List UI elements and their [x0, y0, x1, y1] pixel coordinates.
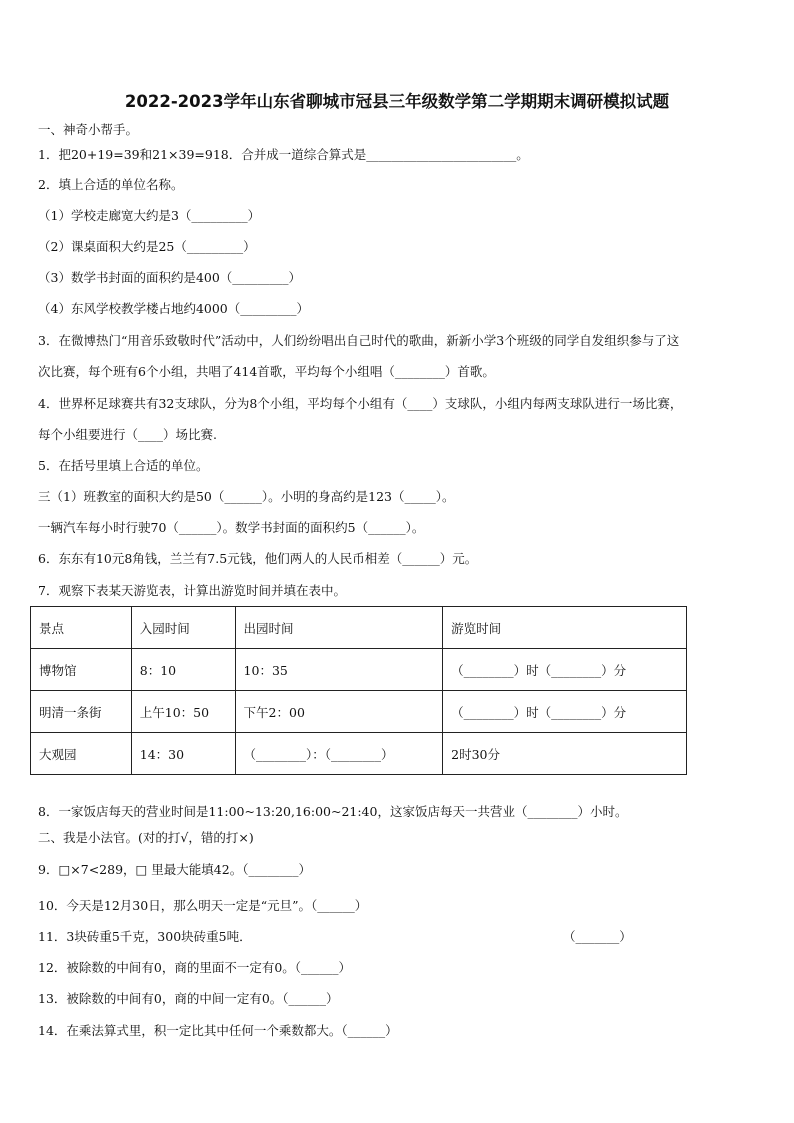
table-header-row [31, 607, 687, 649]
question-4-line-1: 4．世界杯足球赛共有32支球队，分为8个小组，平均每个小组有（____）支球队，小组内每两支球队进行一场比赛， [38, 396, 683, 411]
table-cell: 下午2：00 [235, 691, 443, 733]
table-header-cell: 游览时间 [443, 607, 687, 649]
table-row [31, 733, 687, 775]
question-11: 11．3块砖重5千克，300块砖重5吨． [38, 929, 252, 944]
table-header-cell: 出园时间 [235, 607, 443, 649]
question-5-line-1: 三（1）班教室的面积大约是50（______）。小明的身高约是123（_____）。 [38, 489, 455, 504]
question-6: 6．东东有10元8角钱，兰兰有7.5元钱，他们两人的人民币相差（______）元。 [38, 551, 478, 566]
visit-table [30, 606, 687, 775]
question-1: 1．把20+19=39和21×39=918．合并成一道综合算式是________________________。 [38, 147, 529, 162]
table-cell: 14：30 [131, 733, 235, 775]
question-3-line-1: 3．在微博热门“用音乐致敬时代”活动中，人们纷纷唱出自己时代的歌曲，新新小学3个班级的同学自发组织参与了这 [38, 333, 680, 348]
question-4-line-2: 每个小组要进行（____）场比赛. [38, 427, 217, 442]
section-2-heading: 二、我是小法官。(对的打√，错的打×) [38, 830, 254, 845]
table-header-cell: 景点 [31, 607, 132, 649]
section-1-heading: 一、神奇小帮手。 [38, 122, 139, 137]
table-cell: 上午10：50 [131, 691, 235, 733]
table-header-cell: 入园时间 [131, 607, 235, 649]
table-cell: （________）时（________）分 [443, 691, 687, 733]
table-cell: 明清一条街 [31, 691, 132, 733]
question-12: 12．被除数的中间有0，商的里面不一定有0。（______） [38, 960, 352, 975]
question-2-1: （1）学校走廊宽大约是3（_________） [38, 208, 261, 223]
question-2-3: （3）数学书封面的面积约是400（_________） [38, 270, 302, 285]
table-cell: 博物馆 [31, 649, 132, 691]
question-7: 7．观察下表某天游览表，计算出游览时间并填在表中。 [38, 583, 346, 598]
question-5-line-2: 一辆汽车每小时行驶70（______）。数学书封面的面积约5（______）。 [38, 520, 425, 535]
table-cell: 10：35 [235, 649, 443, 691]
table-row [31, 649, 687, 691]
table-cell: （________）时（________）分 [443, 649, 687, 691]
table-cell: （________）：（________） [235, 733, 443, 775]
table-cell: 大观园 [31, 733, 132, 775]
page-title: 2022-2023学年山东省聊城市冠县三年级数学第二学期期末调研模拟试题 [124, 92, 670, 111]
question-11-answer: （_______） [563, 929, 632, 944]
question-5: 5．在括号里填上合适的单位。 [38, 458, 209, 473]
question-8: 8．一家饭店每天的营业时间是11:00~13:20,16:00~21:40，这家饭店每天一共营业（________）小时。 [38, 804, 628, 819]
table-row [31, 691, 687, 733]
table-cell: 8：10 [131, 649, 235, 691]
table-cell: 2时30分 [443, 733, 687, 775]
question-2-4: （4）东风学校教学楼占地约4000（_________） [38, 301, 310, 316]
question-10: 10．今天是12月30日，那么明天一定是“元旦”。（______） [38, 898, 368, 913]
question-14: 14．在乘法算式里，积一定比其中任何一个乘数都大。（______） [38, 1023, 398, 1038]
question-2-2: （2）课桌面积大约是25（_________） [38, 239, 256, 254]
question-13: 13．被除数的中间有0，商的中间一定有0。（______） [38, 991, 339, 1006]
question-3-line-2: 次比赛，每个班有6个小组，共唱了414首歌，平均每个小组唱（________）首歌。 [38, 364, 495, 379]
question-9: 9．□×7<289，□ 里最大能填42。（________） [38, 862, 311, 877]
question-2: 2．填上合适的单位名称。 [38, 177, 184, 192]
